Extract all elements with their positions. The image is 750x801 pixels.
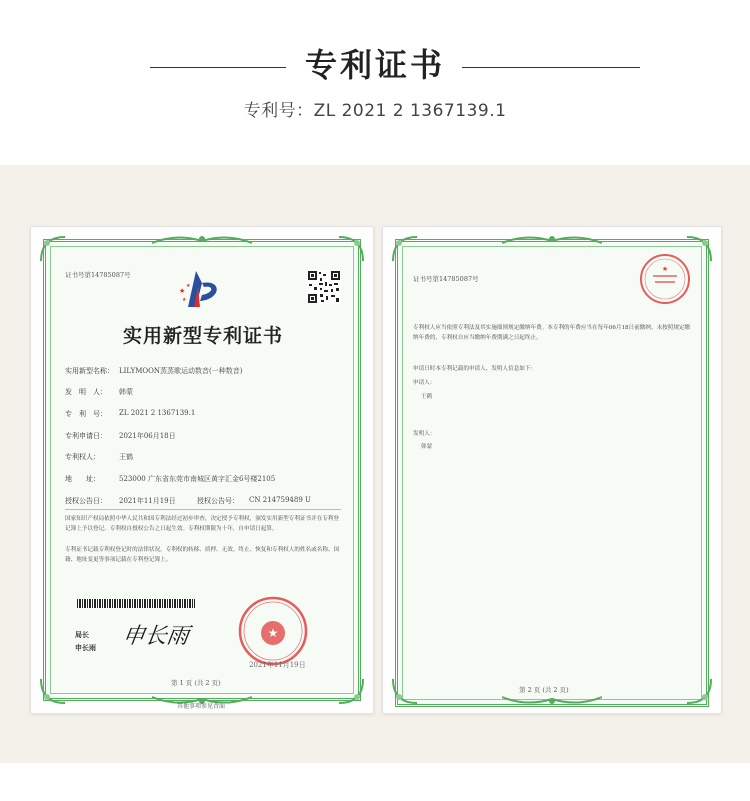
corner-ornament-icon [337,235,365,263]
inventor-label: 发明人： [413,431,436,437]
title-divider-right [462,67,640,68]
svg-text:★: ★ [182,297,187,303]
svg-text:★: ★ [179,287,186,295]
corner-ornament-icon [391,677,419,705]
applicant-info-heading: 申请日时本专利记载的申请人、发明人信息如下： [413,366,537,372]
field-value-patentee: 王鹤 [119,453,133,461]
corner-ornament-icon [685,677,713,705]
page-number: 第 1 页 (共 2 页) [171,679,221,687]
barcode-icon [77,599,195,608]
grant-number-label: 授权公告号： [197,497,239,505]
official-seal-icon [237,595,309,667]
field-value-filing-date: 2021年06月18日 [119,432,176,440]
certificate-page-1 [30,226,374,714]
field-label-address: 地 址： [65,475,100,483]
page-header [0,0,750,165]
certificate-number: 证书号第14785087号 [413,275,479,283]
patent-number: 专利号：ZL 2021 2 1367139.1 [243,101,507,121]
grant-statement: 国家知识产权局依照中华人民共和国专利法经过初步审查，决定授予专利权，颁发实用新型专利证书并在专利登记簿上予以登记。专利权自授权公告之日起生效。专利权期限为十年，自申请日起算。 [65,516,340,532]
corner-ornament-icon [337,677,365,705]
certificate-title: 实用新型专利证书 [123,325,284,347]
qr-code-icon [307,270,341,304]
svg-text:★: ★ [661,265,669,273]
field-label-patentee: 专利权人： [65,453,100,461]
certificate-number: 证书号第14785087号 [65,271,131,279]
field-value-address: 523000 广东省东莞市南城区黄字汇金6号楼2105 [119,475,276,483]
page-number: 第 2 页 (共 2 页) [519,686,569,694]
director-name-label: 申长雨 [75,643,96,652]
field-label-inventor: 发 明 人： [65,388,107,396]
field-value-patent-no: ZL 2021 2 1367139.1 [119,409,196,417]
field-value-inventor: 韩蒙 [119,388,133,396]
grant-date-label: 授权公告日： [65,497,107,505]
page-title: 专利证书 [304,46,445,84]
director-label: 局长 [75,630,89,639]
certificate-page-2 [382,226,722,714]
patent-office-emblem-icon [176,267,226,312]
bottom-flourish-icon [502,693,602,707]
certificate-frame [395,239,709,707]
grant-number-value: CN 214759489 U [249,496,311,504]
legal-status-statement: 专利证书记载专利权登记时的法律状况。专利权的转移、质押、无效、终止、恢复和专利权人的姓名或名称、国籍、地址变更等事项记载在专利登记簿上。 [65,547,340,563]
footnote: 其他事项参见背面 [177,703,226,710]
field-label-filing-date: 专利申请日： [65,432,107,440]
grant-date-value: 2021年11月19日 [119,497,176,505]
field-label-patent-no: 专 利 号： [65,410,107,418]
field-value-name: LILYMOON蒸蒸歌运动数音(一种数音) [119,367,243,375]
annual-fee-notice: 专利权人应当依照专利法及其实施细则规定缴纳年费。本专利的年费应当在每年06月18日前缴纳。未按照规定缴纳年费的，专利权自应当缴纳年费期满之日起终止。 [413,325,691,341]
corner-ornament-icon [391,235,419,263]
svg-text:★: ★ [186,283,191,289]
director-signature: 申长雨 [120,624,191,649]
official-seal-icon [639,253,691,305]
inventor-value: 韩蒙 [421,444,433,450]
applicant-value: 王鹤 [421,394,433,400]
field-label-name: 实用新型名称： [65,367,114,375]
corner-ornament-icon [39,235,67,263]
applicant-label: 申请人： [413,380,436,386]
divider [65,509,341,510]
svg-text:★: ★ [267,626,279,640]
corner-ornament-icon [39,677,67,705]
seal-date: 2021年11月19日 [249,661,306,669]
top-flourish-icon [502,233,602,247]
top-flourish-icon [152,233,252,247]
